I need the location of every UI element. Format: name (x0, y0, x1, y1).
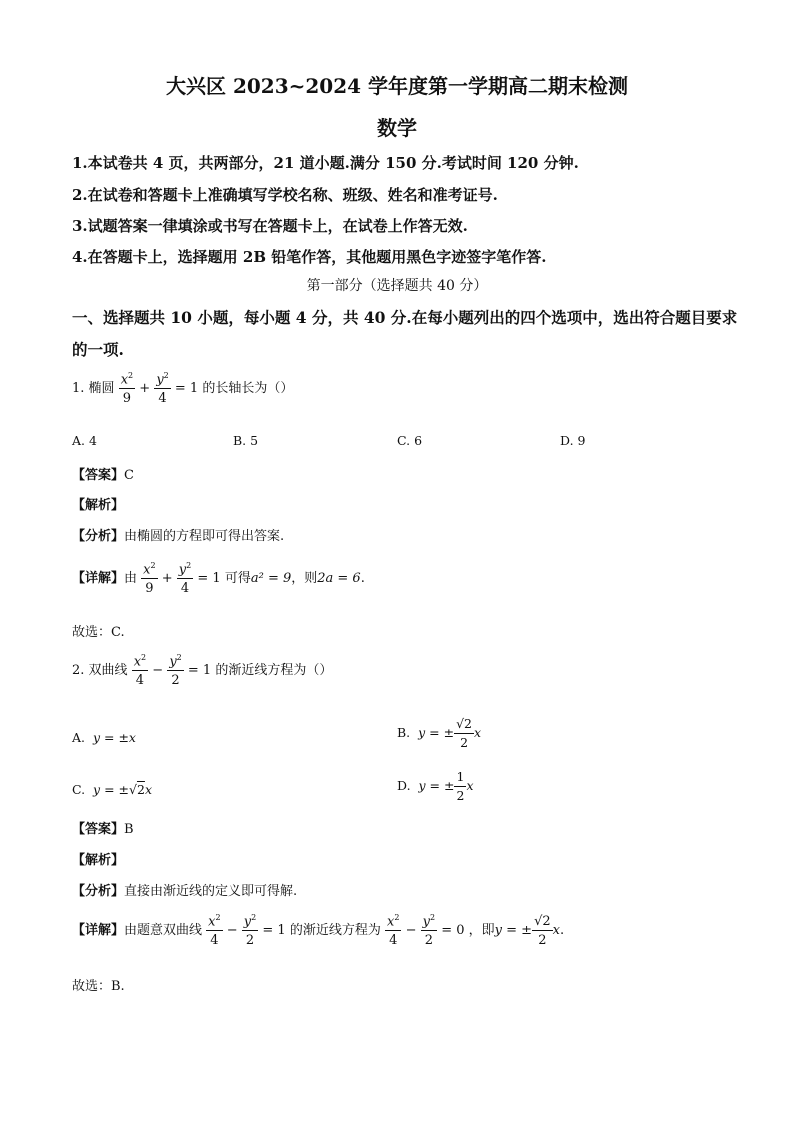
question-1 (72, 372, 293, 405)
q2-option-a: A. y = ±x (72, 730, 136, 745)
q1-option-d: D. 9 (560, 433, 586, 448)
instruction-4: 4.在答题卡上，选择题用 2B 铅笔作答，其他题用黑色字迹签字笔作答. (72, 248, 547, 266)
q1-suffix: 的长轴长为（） (202, 381, 294, 397)
q1-conclusion: 故选：C. (72, 625, 125, 640)
q2-fenxi: 【分析】直接由渐近线的定义即可得解. (72, 884, 298, 899)
section-heading-line2: 的一项. (72, 340, 124, 359)
q2-answer: 【答案】B (72, 822, 134, 837)
q1-prefix: 1. 椭圆 (72, 381, 115, 397)
q2-equation: $\frac{x^2}{4}$ − $\frac{y^2}{2}$ = 1 (133, 653, 212, 689)
exam-title: 大兴区 2023~2024 学年度第一学期高二期末检测 (165, 74, 628, 98)
instruction-3: 3.试题答案一律填涂或书写在答题卡上，在试卷上作答无效. (72, 217, 468, 235)
q1-option-a: A. 4 (72, 433, 97, 448)
q1-option-c: C. 6 (397, 433, 423, 448)
q2-conclusion: 故选：B. (72, 979, 125, 994)
q1-fenxi: 【分析】由椭圆的方程即可得出答案. (72, 529, 285, 544)
q2-option-b: B. y = ± $\frac{√2}{2}$ x (397, 716, 482, 750)
instruction-1: 1.本试卷共 4 页，共两部分，21 道小题.满分 150 分.考试时间 120 分钟. (72, 154, 579, 172)
instruction-2: 2.在试卷和答题卡上准确填写学校名称、班级、姓名和准考证号. (72, 186, 498, 204)
q1-option-b: B. 5 (233, 433, 259, 448)
q2-detail: 【详解】由题意双曲线 $\frac{x^2}{4}$ − $\frac{y^2}{2}$ = 1 的渐近线方程为 $\frac{x^2}{4}$ − $\frac{y^2}{2}$ = 0 ，即y = ± $\frac{√2}{2}$ x. (72, 913, 565, 949)
question-2: 2. 双曲线 $\frac{x^2}{4}$ − $\frac{y^2}{2}$ = 1 的渐近线方程为（） (72, 653, 333, 689)
q1-answer: 【答案】C (72, 468, 134, 483)
part-heading: 第一部分（选择题共 40 分） (306, 278, 488, 294)
section-heading-line1: 一、选择题共 10 小题，每小题 4 分，共 40 分.在每小题列出的四个选项中，选出符合题目要求 (72, 308, 738, 327)
q1-detail: 【详解】由 $\frac{x^2}{9}$ + $\frac{y^2}{4}$ = 1 可得a² = 9，则2a = 6. (72, 561, 365, 597)
q1-equation: $\frac{x^2}{9}$ + $\frac{y^2}{4}$ = 1 (120, 371, 199, 407)
q2-option-d: D. y = ± $\frac{1}{2}$ x (397, 769, 474, 803)
exam-subject: 数学 (377, 116, 417, 140)
q2-analysis-label: 【解析】 (72, 853, 125, 868)
q1-analysis-label: 【解析】 (72, 498, 125, 513)
q2-option-c: C. y = ±√2x (72, 782, 152, 797)
